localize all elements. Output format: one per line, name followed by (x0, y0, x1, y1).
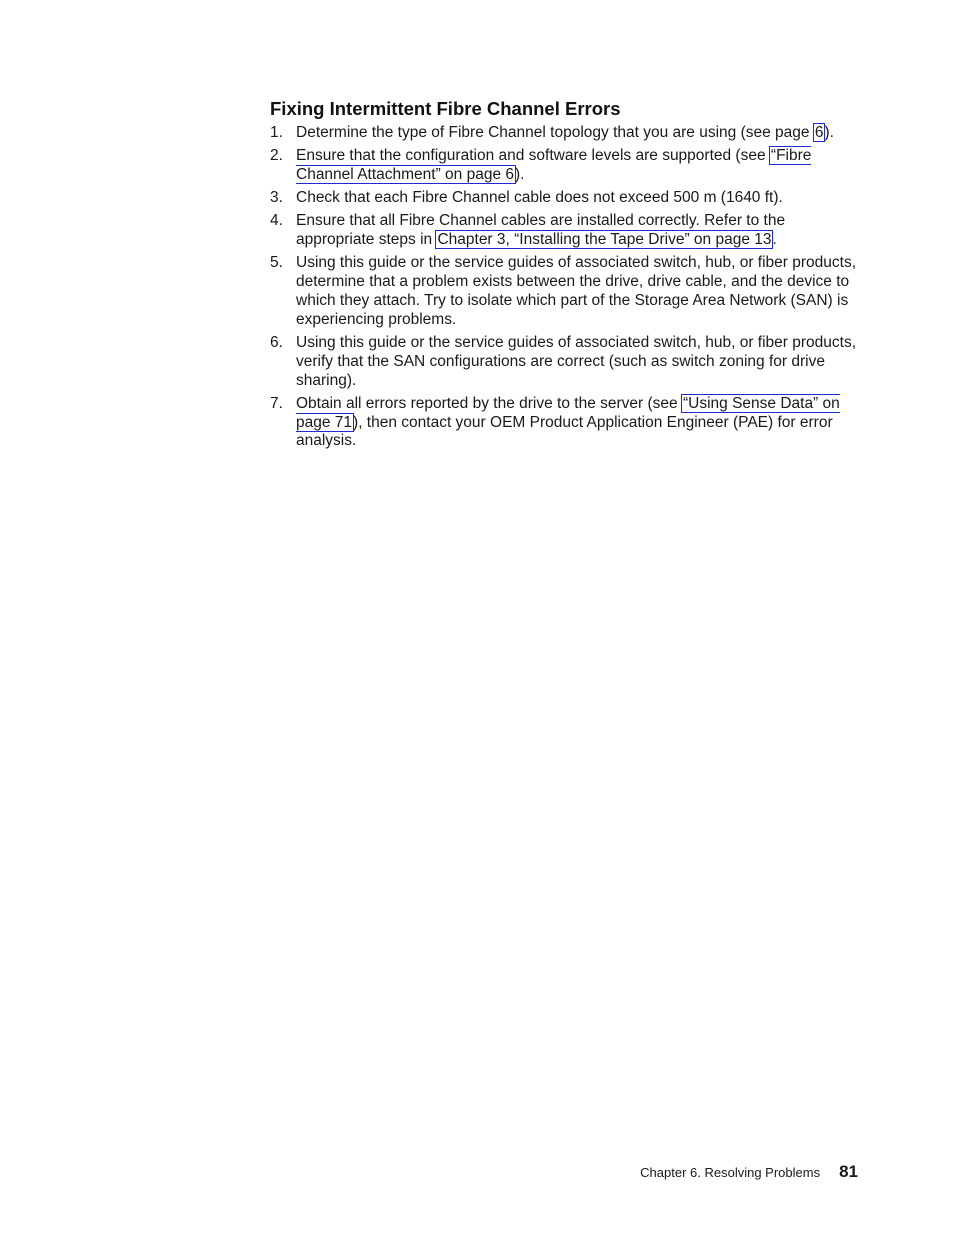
page-footer (640, 1162, 858, 1182)
list-item (270, 147, 860, 185)
step-number: 4. (270, 212, 283, 230)
cross-reference-link[interactable]: 6 (814, 124, 824, 141)
step-number: 2. (270, 147, 283, 165)
list-item (270, 334, 860, 390)
step-text: ). (515, 165, 525, 183)
step-text: . (772, 231, 777, 249)
steps-list (270, 124, 860, 451)
step-number: 6. (270, 333, 283, 351)
step-text: Determine the type of Fibre Channel topology that you are using (see page (296, 124, 814, 141)
list-item (270, 212, 860, 250)
step-text: Ensure that all Fibre Channel cables are installed correctly. Refer to the appropriate steps in (296, 212, 786, 249)
page-number: 81 (839, 1162, 858, 1181)
list-item (270, 254, 860, 329)
step-text: Obtain all errors reported by the drive to the server (see (296, 394, 682, 412)
step-number: 5. (270, 254, 283, 272)
page-content (270, 97, 860, 455)
step-text: ), then contact your OEM Product Application Engineer (PAE) for error analysis. (296, 413, 833, 450)
step-text: ). (824, 124, 834, 141)
list-item (270, 124, 860, 143)
section-title: Fixing Intermittent Fibre Channel Errors (270, 98, 621, 119)
step-text: Using this guide or the service guides of associated switch, hub, or fiber products, determine that a problem exists between the drive, drive cable, and the device to which they attach. Try to isolate which part of the Storage Area Network (SAN) is experiencing problems. (296, 254, 857, 328)
step-text: Ensure that the configuration and software levels are supported (see (296, 147, 770, 165)
step-text: Using this guide or the service guides of associated switch, hub, or fiber products, verify that the SAN configurations are correct (such as switch zoning for drive sharing). (296, 333, 857, 389)
step-text: Check that each Fibre Channel cable does not exceed 500 m (1640 ft). (296, 189, 783, 207)
cross-reference-link[interactable]: Chapter 3, “Installing the Tape Drive” on page 13 (437, 231, 772, 249)
list-item (270, 395, 860, 451)
step-number: 1. (270, 124, 283, 141)
list-item (270, 189, 860, 208)
footer-chapter-title: Chapter 6. Resolving Problems (640, 1165, 821, 1180)
cross-reference-link[interactable]: “Fibre Channel Attachment” on page 6 (296, 147, 812, 183)
step-number: 3. (270, 189, 283, 207)
step-number: 7. (270, 394, 283, 412)
cross-reference-link[interactable]: “Using Sense Data” on page 71 (296, 394, 840, 431)
